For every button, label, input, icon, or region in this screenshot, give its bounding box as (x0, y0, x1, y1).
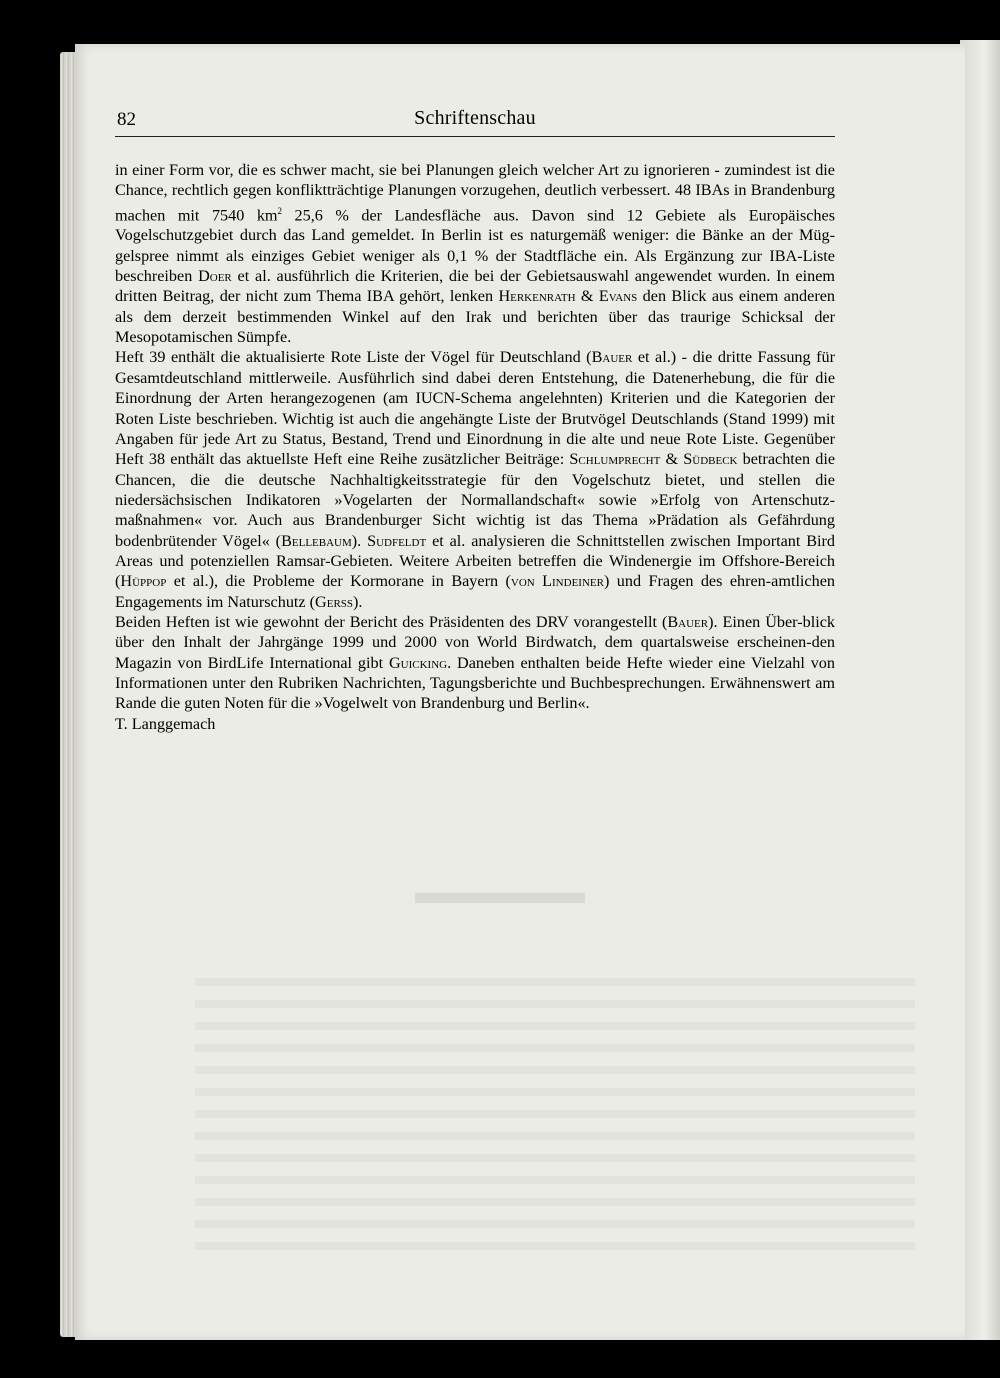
review-signature: T. Langgemach (115, 714, 216, 733)
text-run: betrachten die Chancen, die die deutsche Nachhaltigkeitsstrategie für den Vogelschutz bietet, und stellen die niedersächsischen Indikatoren »Vogelarten der Normallandschaft« sowie »Erfolg von Artenschutz-maßnahmen« vor. Auch aus Brandenburger Sicht wichtig ist das Thema »Prädation als Gefährdung bodenbrütender Vögel« ( (115, 450, 836, 550)
text-run: in einer Form vor, die es schwer macht, sie bei Planungen gleich welcher Art zu ignorieren - zumindest ist die Chance, rechtlich gegen konfliktträchtige Planungen vorzugehen, deutlich verbessert. 48 IBAs in Brandenburg machen mit 7540 km (115, 161, 835, 225)
author-name: Bauer (591, 348, 633, 367)
author-name: Sudfeldt (367, 531, 427, 550)
page-number: 82 (117, 109, 136, 130)
text-run: & (575, 287, 599, 306)
paragraph-3 (115, 612, 835, 714)
author-name: Guicking (388, 653, 448, 672)
author-name: Südbeck (683, 450, 738, 469)
text-run: & (660, 450, 684, 469)
text-run: et al. ausführlich die Kriterien, die bei der Gebietsauswahl angewendet wurden. In einem dritten Beitrag, der nicht zum Thema IBA gehört, lenken (115, 267, 835, 306)
author-name: Doer (198, 267, 232, 286)
author-name: Hüppop (120, 572, 167, 591)
paragraph-2 (115, 347, 835, 611)
text-run: et al.) - die dritte Fassung für Gesamtdeutschland mittlerweile. Ausführlich sind dabei deren Entstehung, die Datenerhebung, die für die Einordnung der Arten herangezogenen (am IUCN-Schema angelehnten) Kriterien und die Kategorien der Roten Liste beschrieben. Wichtig ist auch die angehängte Liste der Brutvögel Deutschlands (Stand 1999) mit Angaben für jede Art zu Status, Bestand, Trend und Einordnung in die alte und neue Rote Liste. Gegenüber Heft 38 enthält das aktuellste Heft eine Reihe zusätzlicher Beiträge: (115, 348, 835, 469)
text-run: den Blick aus einem anderen als dem derzeit bestimmenden Winkel auf den Irak und berichten über das traurige Schicksal der Mesopotamischen Sümpfe. (115, 287, 835, 347)
author-name: Herkenrath (498, 287, 576, 306)
author-name: Evans (598, 287, 638, 306)
author-name: Bellebaum (281, 531, 352, 550)
text-run: Beiden Heften ist wie gewohnt der Bericht des Präsidenten des DRV vorangestellt ( (115, 612, 668, 631)
text-run: ) und Fragen des ehren-amtlichen Engagements im Naturschutz ( (115, 572, 835, 611)
text-run: ). (351, 531, 368, 550)
bleed-through-text (195, 964, 915, 1264)
bleed-through-heading: ▬▬▬▬▬ (415, 874, 585, 911)
next-page-edge (960, 40, 1000, 1340)
author-name: Schlumprecht (569, 450, 661, 469)
superscript: 2 (277, 205, 283, 216)
running-title: Schriftenschau (414, 107, 536, 129)
paragraph-1 (115, 160, 835, 347)
text-run: et al.), die Probleme der Kormorane in Bayern ( (166, 572, 511, 591)
text-run: 25,6 % der Landesfläche aus. Davon sind 12 Gebiete als Europäisches Vogelschutzgebiet durch das Land gemeldet. In Berlin ist es naturgemäß weniger: die Bänke an der Müg-gelspree nimmt als einziges Gebiet weniger als 0,1 % der Stadtfläche ein. Als Ergänzung zur IBA-Liste beschreiben (115, 206, 836, 286)
author-name: Gerss (315, 592, 354, 611)
text-run: ). (353, 592, 363, 611)
page-header (115, 104, 835, 137)
author-name: Bauer (667, 612, 709, 631)
text-run: Heft 39 enthält die aktualisierte Rote Liste der Vögel für Deutschland ( (115, 348, 592, 367)
body-text (115, 160, 835, 734)
author-name: von Lindeiner (510, 572, 604, 591)
text-run: . Daneben enthalten beide Hefte wieder eine Vielzahl von Informationen unter den Rubriken Nachrichten, Tagungsberichte und Buchbesprechungen. Erwähnenswert am Rande die guten Noten für die »Vogelwelt von Brandenburg und Berlin«. (115, 653, 835, 713)
text-run: ). Einen Über-blick über den Inhalt der Jahrgänge 1999 und 2000 von World Birdwatch, dem quartalsweise erscheinen-den Magazin von BirdLife International gibt (115, 612, 835, 672)
text-run: et al. analysieren die Schnittstellen zwischen Important Bird Areas und potenziellen Ramsar-Gebieten. Weitere Arbeiten betreffen die Windenergie im Offshore-Bereich ( (115, 531, 836, 591)
